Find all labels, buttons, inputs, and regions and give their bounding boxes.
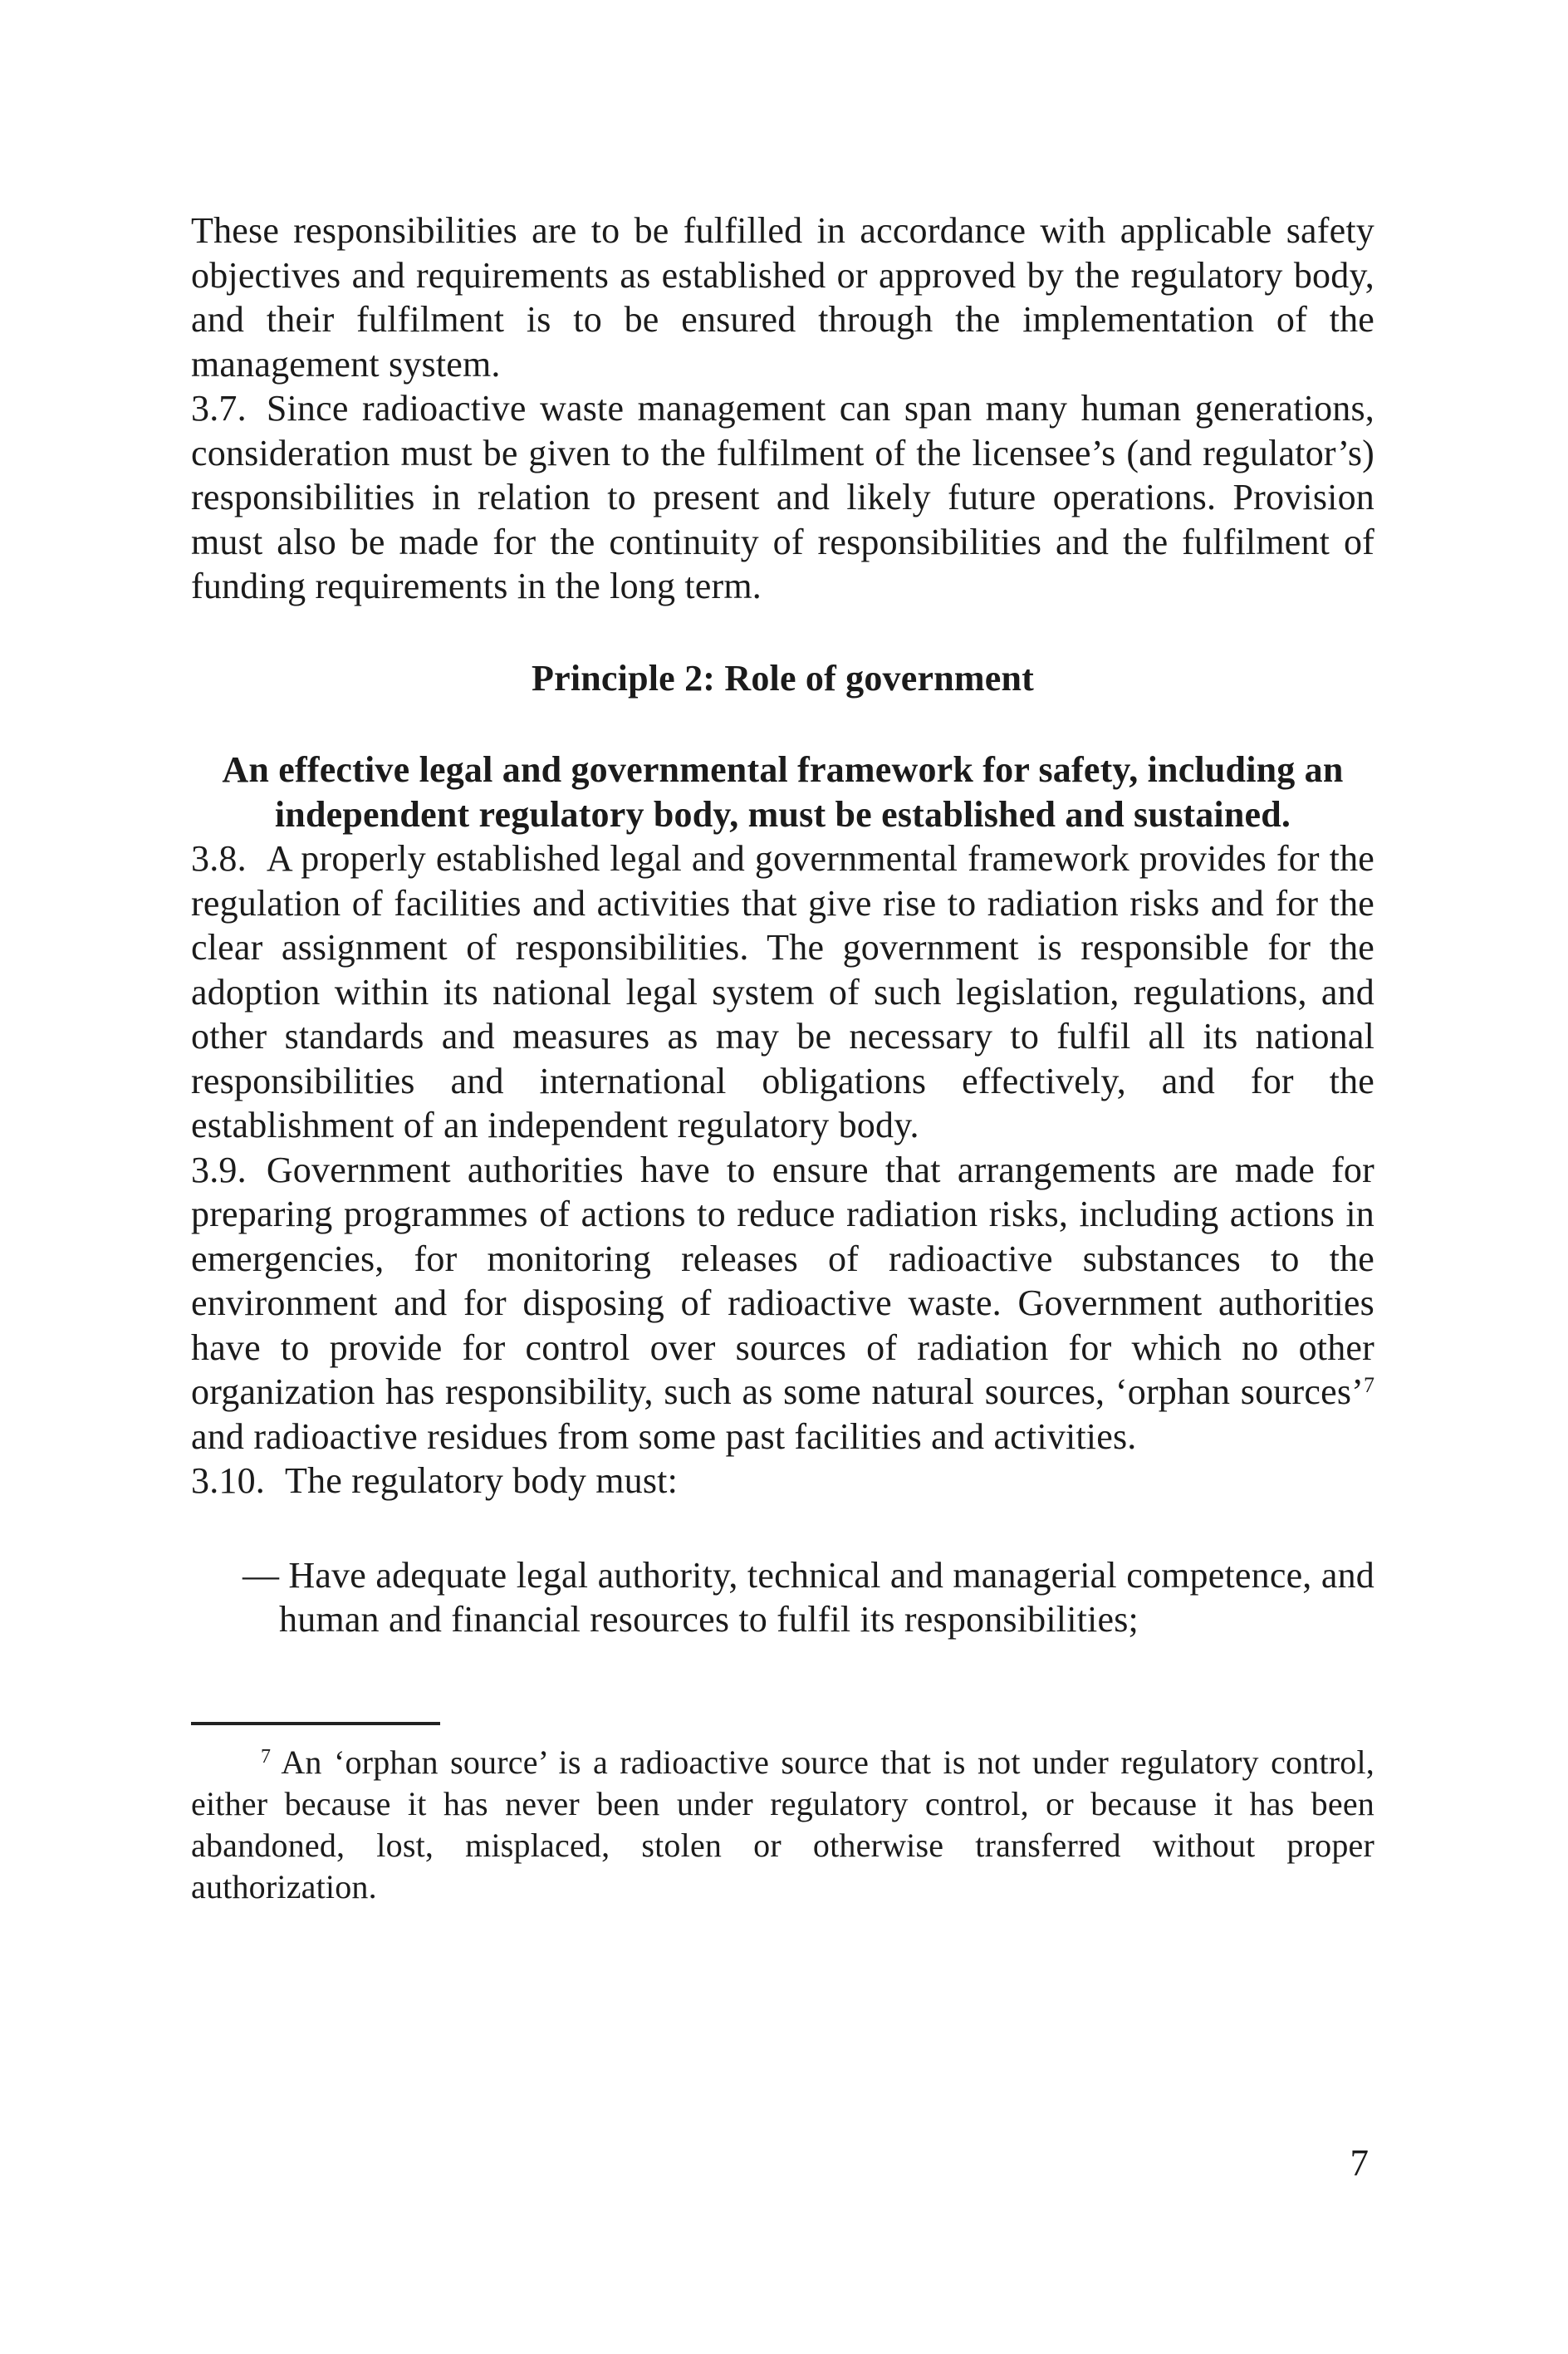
footnote-7 [191,1742,1374,1908]
paragraph-3-8 [191,836,1374,1148]
principle-2-statement: An effective legal and governmental framework for safety, including an independent regulatory body, must be established and sustained. [222,749,1344,835]
footnote-reference-7: 7 [1364,1373,1374,1397]
dash-bullet: — [243,1554,279,1596]
paragraph-number-3-8: 3.8. [191,838,247,879]
paragraph-number-3-7: 3.7. [191,388,247,429]
footnote-7-marker: 7 [261,1745,272,1768]
paragraph-intro: These responsibilities are to be fulfilled in accordance with applicable safety objectives and requirements as established or approved by the regulatory body, and their fulfilment is to be ensured through the implementation of the management system. [191,210,1374,385]
paragraph-number-3-10: 3.10. [191,1460,265,1501]
paragraph-3-9-text-before-footnote-ref: Government authorities have to ensure that arrangements are made for preparing programmes of actions to reduce radiation risks, including actions in emergencies, for monitoring releases of radioactive substances to the environment and for disposing of radioactive waste. Government authorities have to provide for control over sources of radiation for which no other organization has responsibility, such as some natural sources, ‘orphan sources’ [191,1149,1374,1412]
footnote-separator-rule [191,1722,440,1725]
paragraph-3-9 [191,1148,1374,1459]
paragraph-3-8-text: A properly established legal and governmental framework provides for the regulation of facilities and activities that give rise to radiation risks and for the clear assignment of responsibilities. The government is responsible for the adoption within its national legal system of such legislation, regulations, and other standards and measures as may be necessary to fulfil all its national responsibilities and international obligations effectively, and for the establishment of an independent regulatory body. [191,838,1374,1145]
page-body [191,0,1374,1908]
paragraph-3-9-text-after-footnote-ref: and radioactive residues from some past facilities and activities. [191,1415,1137,1457]
page-number: 7 [1350,2142,1369,2184]
footnote-7-text: An ‘orphan source’ is a radioactive source that is not under regulatory control, either because it has never been under regulatory control, or because it has been abandoned, lost, misplaced, stolen or otherwise transferred without proper authorization. [191,1743,1374,1905]
principle-2-heading: Principle 2: Role of government [532,657,1034,699]
paragraph-3-10-text: The regulatory body must: [285,1460,679,1501]
paragraph-3-7-text: Since radioactive waste management can span many human generations, consideration must be given to the fulfilment of the licensee’s (and regulator’s) responsibilities in relation to present and likely future operations. Provision must also be made for the continuity of responsibilities and the fulfilment of funding requirements in the long term. [191,388,1374,606]
list-item-text: Have adequate legal authority, technical and managerial competence, and human and financial resources to fulfil its responsibilities; [279,1554,1374,1640]
paragraph-3-7 [191,386,1374,609]
paragraph-3-10 [191,1459,1374,1503]
list-item-dash [191,1553,1374,1642]
paragraph-number-3-9: 3.9. [191,1149,247,1190]
